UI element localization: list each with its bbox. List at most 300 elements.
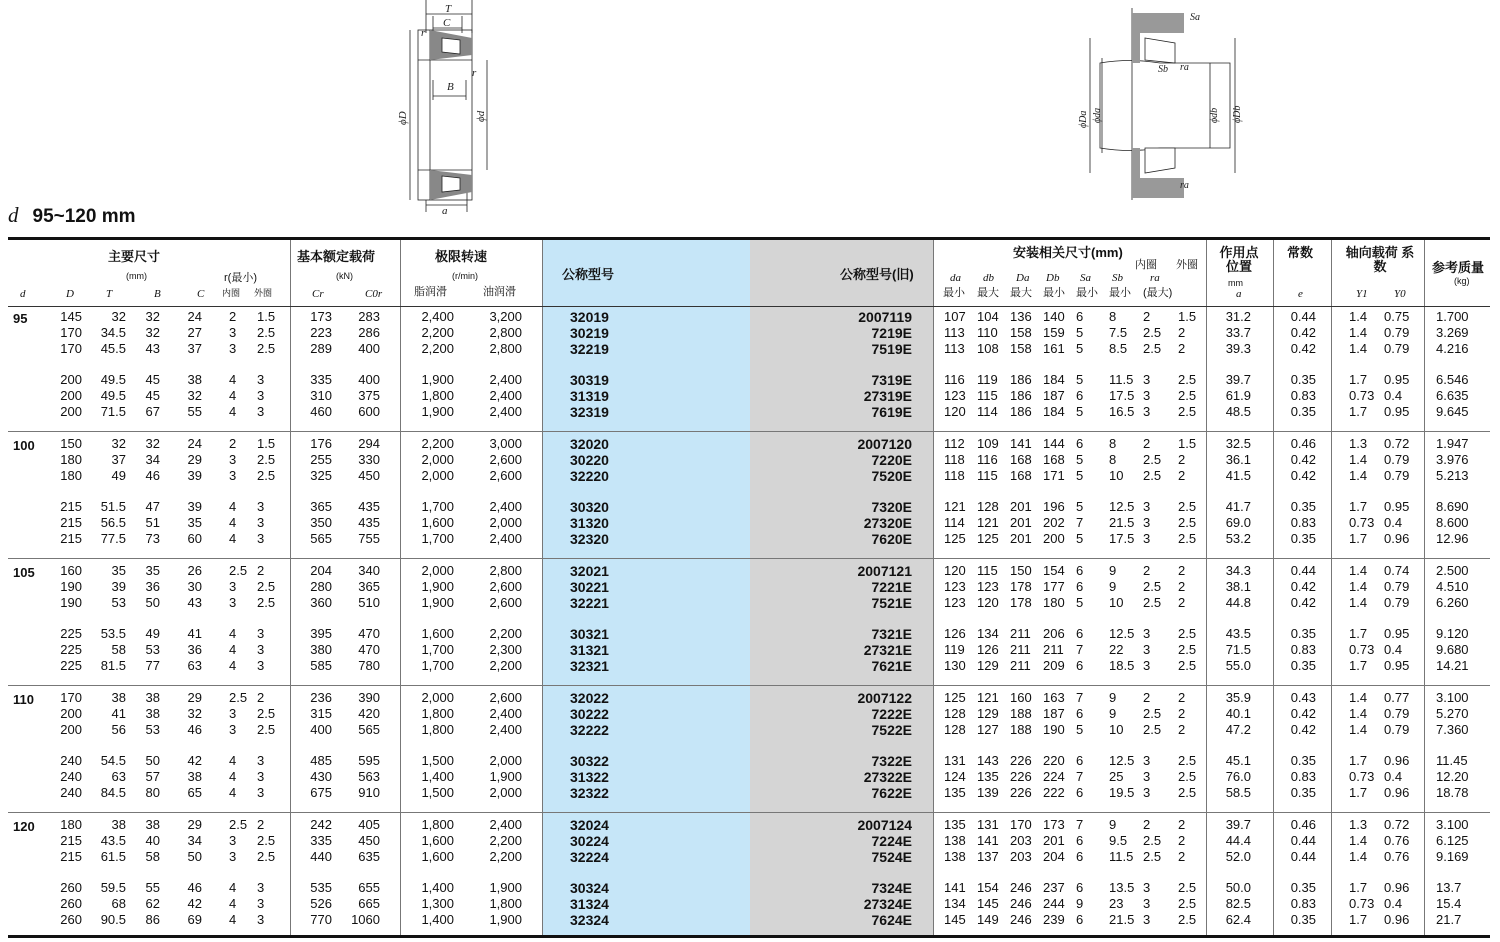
cell-grease-speed: 2,400 (421, 309, 454, 324)
cell-ra-inner: 3 (1143, 912, 1151, 927)
cell-ra-outer: 2.5 (1178, 626, 1197, 641)
table-row (0, 880, 1500, 896)
cell-Sa: 6 (1076, 706, 1084, 721)
table-row (0, 769, 1500, 785)
diagram-label: r (421, 27, 426, 39)
cell-Db-min: 244 (1043, 896, 1065, 911)
cell-da: 107 (944, 309, 966, 324)
header-mass-unit: (kg) (1454, 276, 1470, 286)
cell-ra-inner: 3 (1143, 404, 1151, 419)
cell-grease-speed: 1,500 (421, 785, 454, 800)
cell-ra-outer: 1.5 (1178, 436, 1197, 451)
cell-da: 125 (944, 531, 966, 546)
cell-grease-speed: 1,400 (421, 880, 454, 895)
cell-cr: 485 (310, 753, 332, 768)
cell-a: 47.2 (1225, 722, 1251, 737)
cell-y0: 0.79 (1384, 595, 1410, 610)
cell-C: 65 (187, 785, 202, 800)
cell-y0: 0.95 (1384, 372, 1410, 387)
cell-D: 200 (60, 388, 82, 403)
cell-r-outer: 3 (257, 404, 265, 419)
cell-Da-min: 226 (1010, 769, 1032, 784)
header-const: 常数 (1287, 245, 1314, 260)
cell-D: 240 (60, 769, 82, 784)
cell-D: 260 (60, 896, 82, 911)
cell-grease-speed: 2,200 (421, 341, 454, 356)
cell-y0: 0.79 (1384, 452, 1410, 467)
cell-e: 0.44 (1290, 309, 1316, 324)
cell-db: 115 (977, 388, 998, 403)
cell-mass: 14.21 (1436, 658, 1469, 673)
cell-y1: 1.7 (1349, 658, 1368, 673)
cell-ra-inner: 3 (1143, 880, 1151, 895)
cell-Sb: 12.5 (1109, 499, 1135, 514)
cell-db: 110 (977, 325, 998, 340)
cell-y0: 0.79 (1384, 579, 1410, 594)
cell-y1: 1.7 (1349, 785, 1368, 800)
cell-e: 0.46 (1290, 817, 1316, 832)
cell-B: 32 (145, 309, 160, 324)
cell-Da-min: 211 (1010, 626, 1031, 641)
cell-cr: 400 (310, 722, 332, 737)
cell-D: 215 (60, 499, 82, 514)
cell-grease-speed: 1,700 (421, 642, 454, 657)
cell-C: 24 (187, 309, 202, 324)
cell-a: 82.5 (1225, 896, 1251, 911)
cell-Db-min: 144 (1043, 436, 1065, 451)
header-col-cr: Cr (312, 288, 324, 300)
cell-r-outer: 2.5 (257, 452, 276, 467)
cell-T: 35 (111, 563, 126, 578)
cell-y1: 0.73 (1349, 769, 1375, 784)
cell-Sb: 11.5 (1109, 372, 1134, 387)
cell-model: 32022 (570, 690, 609, 706)
cell-model: 32021 (570, 563, 609, 579)
cell-grease-speed: 1,500 (421, 753, 454, 768)
cell-Sa: 6 (1076, 753, 1084, 768)
cell-model: 32219 (570, 341, 609, 357)
cell-c0r: 405 (358, 817, 380, 832)
cell-mass: 9.169 (1436, 849, 1469, 864)
cell-mass: 6.635 (1436, 388, 1469, 403)
cell-Sb: 23 (1109, 896, 1124, 911)
cell-y0: 0.79 (1384, 468, 1410, 483)
cell-Sa: 6 (1076, 563, 1084, 578)
cell-c0r: 655 (358, 880, 380, 895)
cell-db: 139 (977, 785, 999, 800)
cell-B: 32 (145, 436, 160, 451)
cell-mass: 13.7 (1436, 880, 1462, 895)
cell-mass: 4.216 (1436, 341, 1469, 356)
cell-c0r: 510 (358, 595, 380, 610)
cell-ra-inner: 2.5 (1143, 595, 1162, 610)
cell-B: 51 (145, 515, 160, 530)
cell-cr: 350 (310, 515, 332, 530)
cell-Db-min: 171 (1043, 468, 1065, 483)
cell-cr: 360 (310, 595, 332, 610)
cell-r-inner: 2 (229, 309, 237, 324)
header-y0: Y0 (1394, 288, 1406, 300)
cell-Da-min: 168 (1010, 452, 1032, 467)
cell-cr: 535 (310, 880, 332, 895)
cell-c0r: 1060 (351, 912, 380, 927)
cell-model: 30221 (570, 579, 609, 595)
cell-C: 35 (187, 515, 202, 530)
cell-cr: 585 (310, 658, 332, 673)
cell-db: 129 (977, 706, 999, 721)
cell-c0r: 595 (358, 753, 380, 768)
cell-da: 128 (944, 706, 966, 721)
cell-a: 41.5 (1225, 468, 1251, 483)
cell-oil-speed: 2,000 (489, 753, 522, 768)
cell-T: 90.5 (100, 912, 126, 927)
table-row (0, 896, 1500, 912)
cell-Sb: 12.5 (1109, 753, 1135, 768)
cell-a: 32.5 (1225, 436, 1251, 451)
cell-ra-outer: 2 (1178, 325, 1186, 340)
cell-D: 225 (60, 658, 82, 673)
cell-da: 134 (944, 896, 966, 911)
cell-r-inner: 3 (229, 849, 237, 864)
cell-cr: 460 (310, 404, 332, 419)
cell-model-old: 7619E (871, 404, 912, 420)
cell-Sa: 6 (1076, 785, 1084, 800)
cell-model: 32019 (570, 309, 609, 325)
group-divider (8, 812, 1490, 813)
cell-r-inner: 3 (229, 595, 237, 610)
cell-Da-min: 178 (1010, 595, 1032, 610)
cell-D: 180 (60, 817, 82, 832)
cell-C: 42 (187, 753, 202, 768)
cell-r-outer: 2 (257, 563, 265, 578)
cell-y0: 0.4 (1384, 388, 1403, 403)
cell-oil-speed: 2,600 (489, 579, 522, 594)
cell-C: 32 (187, 388, 202, 403)
cell-r-inner: 4 (229, 531, 237, 546)
cell-grease-speed: 1,700 (421, 531, 454, 546)
cell-y1: 0.73 (1349, 388, 1375, 403)
cell-r-outer: 2.5 (257, 468, 276, 483)
cell-Db-min: 161 (1043, 341, 1065, 356)
cell-B: 50 (145, 595, 160, 610)
mounting-diagram (1070, 8, 1250, 203)
cell-cr: 380 (310, 642, 332, 657)
cell-Sa: 5 (1076, 372, 1084, 387)
cell-T: 84.5 (100, 785, 126, 800)
table-row (0, 658, 1500, 674)
group-d-value: 105 (13, 565, 35, 580)
cell-oil-speed: 2,400 (489, 706, 522, 721)
cell-grease-speed: 1,700 (421, 658, 454, 673)
cell-ra-outer: 2 (1178, 595, 1186, 610)
cell-cr: 280 (310, 579, 332, 594)
table-row (0, 595, 1500, 611)
cell-cr: 325 (310, 468, 332, 483)
cell-Sb: 21.5 (1109, 515, 1135, 530)
table-row (0, 817, 1500, 833)
cell-B: 53 (145, 642, 160, 657)
cell-C: 34 (187, 833, 202, 848)
cell-da: 123 (944, 388, 966, 403)
cell-B: 47 (145, 499, 160, 514)
diagram-label: B (447, 81, 454, 93)
cell-C: 36 (187, 642, 202, 657)
cell-cr: 395 (310, 626, 332, 641)
cell-ra-inner: 2.5 (1143, 325, 1162, 340)
cell-r-inner: 4 (229, 880, 237, 895)
cell-c0r: 600 (358, 404, 380, 419)
cell-B: 35 (145, 563, 160, 578)
cell-da: 125 (944, 690, 966, 705)
cell-Db-min: 224 (1043, 769, 1065, 784)
cell-model: 30219 (570, 325, 609, 341)
cell-Db-min: 140 (1043, 309, 1065, 324)
cell-Sb: 9.5 (1109, 833, 1128, 848)
cell-da: 135 (944, 817, 966, 832)
group-divider (8, 558, 1490, 559)
cell-T: 53 (111, 595, 126, 610)
header-mount-inner: 内圈 (1135, 259, 1157, 271)
cell-Sb: 13.5 (1109, 880, 1135, 895)
header-y1: Y1 (1356, 288, 1368, 300)
cell-db: 127 (977, 722, 999, 737)
cell-D: 180 (60, 468, 82, 483)
header-axial: 轴向载荷 系数 (1345, 245, 1415, 274)
cell-r-outer: 2.5 (257, 595, 276, 610)
cell-r-outer: 3 (257, 753, 265, 768)
header-col-Sb: Sb (1112, 272, 1123, 284)
cell-r-inner: 4 (229, 658, 237, 673)
cell-e: 0.43 (1290, 690, 1316, 705)
cell-Sb: 9 (1109, 690, 1117, 705)
table-row (0, 404, 1500, 420)
cell-c0r: 294 (358, 436, 380, 451)
cell-C: 41 (187, 626, 202, 641)
cell-Db-min: 159 (1043, 325, 1065, 340)
table-row (0, 912, 1500, 928)
cell-r-outer: 3 (257, 769, 265, 784)
cell-y0: 0.76 (1384, 849, 1410, 864)
cell-y0: 0.4 (1384, 642, 1403, 657)
cell-db: 128 (977, 499, 999, 514)
cell-cr: 310 (310, 388, 332, 403)
cell-y1: 1.4 (1349, 325, 1368, 340)
cell-da: 123 (944, 595, 966, 610)
header-col-T: T (106, 288, 113, 300)
cell-model: 30322 (570, 753, 609, 769)
table-row (0, 626, 1500, 642)
cell-r-outer: 3 (257, 912, 265, 927)
cell-ra-inner: 3 (1143, 499, 1151, 514)
cell-a: 55.0 (1225, 658, 1251, 673)
cell-Sb: 16.5 (1109, 404, 1135, 419)
cell-y0: 0.95 (1384, 404, 1410, 419)
cell-C: 43 (187, 595, 202, 610)
cell-grease-speed: 1,800 (421, 706, 454, 721)
cell-mass: 4.510 (1436, 579, 1469, 594)
cell-model-old: 7622E (871, 785, 912, 801)
cell-grease-speed: 1,300 (421, 896, 454, 911)
cell-c0r: 330 (358, 452, 380, 467)
cell-a: 39.7 (1225, 372, 1251, 387)
cell-model-old: 7221E (871, 579, 912, 595)
cell-Sa: 5 (1076, 325, 1084, 340)
cell-oil-speed: 2,200 (489, 849, 522, 864)
cell-model-old: 2007119 (858, 309, 912, 325)
cell-D: 160 (60, 563, 82, 578)
header-col-ra: ra (1150, 272, 1160, 284)
cell-model: 32320 (570, 531, 609, 547)
cell-r-outer: 2.5 (257, 849, 276, 864)
cell-Db-min: 168 (1043, 452, 1065, 467)
diagram-label: ϕDa (1078, 110, 1089, 128)
cell-mass: 6.546 (1436, 372, 1469, 387)
table-row (0, 468, 1500, 484)
cell-Da-min: 186 (1010, 372, 1032, 387)
cell-y1: 1.4 (1349, 690, 1368, 705)
cell-grease-speed: 1,400 (421, 769, 454, 784)
cell-B: 80 (145, 785, 160, 800)
cell-model: 30220 (570, 452, 609, 468)
cell-D: 200 (60, 372, 82, 387)
cell-db: 126 (977, 642, 999, 657)
cell-a: 41.7 (1225, 499, 1251, 514)
cell-db: 114 (977, 404, 998, 419)
cell-e: 0.46 (1290, 436, 1316, 451)
cell-a: 71.5 (1225, 642, 1251, 657)
cell-D: 170 (60, 690, 82, 705)
cell-oil-speed: 2,400 (489, 372, 522, 387)
cell-Da-min: 188 (1010, 706, 1032, 721)
cell-D: 240 (60, 753, 82, 768)
header-rule (8, 306, 1490, 307)
cell-Da-min: 186 (1010, 404, 1032, 419)
header-main-unit: (mm) (126, 271, 147, 281)
table-row (0, 499, 1500, 515)
cell-T: 77.5 (100, 531, 126, 546)
cell-B: 53 (145, 722, 160, 737)
cell-r-inner: 4 (229, 769, 237, 784)
cell-ra-inner: 2 (1143, 817, 1151, 832)
cell-Db-min: 206 (1043, 626, 1065, 641)
cell-Sa: 6 (1076, 912, 1084, 927)
cell-C: 50 (187, 849, 202, 864)
cell-ra-outer: 2 (1178, 452, 1186, 467)
cell-c0r: 755 (358, 531, 380, 546)
cell-model: 32324 (570, 912, 609, 928)
cell-mass: 5.213 (1436, 468, 1469, 483)
cell-oil-speed: 3,200 (489, 309, 522, 324)
group-divider (8, 431, 1490, 432)
cell-C: 39 (187, 468, 202, 483)
cell-Sb: 11.5 (1109, 849, 1134, 864)
cell-y1: 0.73 (1349, 642, 1375, 657)
cell-a: 31.2 (1225, 309, 1251, 324)
cell-r-inner: 4 (229, 785, 237, 800)
cell-mass: 21.7 (1436, 912, 1462, 927)
cell-cr: 242 (310, 817, 332, 832)
header-load-center: 作用点 位置 (1219, 245, 1259, 274)
cell-cr: 204 (310, 563, 332, 578)
cell-grease-speed: 1,900 (421, 404, 454, 419)
cell-ra-inner: 2 (1143, 309, 1151, 324)
cell-D: 215 (60, 849, 82, 864)
cell-grease-speed: 2,200 (421, 436, 454, 451)
cell-r-inner: 4 (229, 626, 237, 641)
cell-Sa: 5 (1076, 499, 1084, 514)
cell-a: 76.0 (1225, 769, 1251, 784)
cell-Da-min: 150 (1010, 563, 1032, 578)
cell-ra-inner: 2.5 (1143, 833, 1162, 848)
cell-C: 55 (187, 404, 202, 419)
cell-cr: 430 (310, 769, 332, 784)
cell-c0r: 470 (358, 626, 380, 641)
cell-e: 0.35 (1290, 753, 1316, 768)
cell-cr: 173 (310, 309, 332, 324)
cell-B: 86 (145, 912, 160, 927)
cell-ra-outer: 2 (1178, 706, 1186, 721)
diagram-label: ra (1180, 180, 1189, 191)
cell-y1: 0.73 (1349, 515, 1375, 530)
cell-db: 108 (977, 341, 999, 356)
cell-model-old: 2007121 (857, 563, 912, 579)
cell-y1: 1.4 (1349, 452, 1368, 467)
cell-ra-outer: 2 (1178, 817, 1186, 832)
cell-y0: 0.95 (1384, 626, 1410, 641)
cell-Sa: 6 (1076, 436, 1084, 451)
cell-oil-speed: 1,900 (489, 880, 522, 895)
cell-db: 149 (977, 912, 999, 927)
table-bottom-rule (8, 935, 1490, 938)
cell-y0: 0.75 (1384, 309, 1410, 324)
cell-oil-speed: 2,300 (489, 642, 522, 657)
cell-db: 125 (977, 531, 999, 546)
header-r-outer: 外圈 (254, 288, 273, 298)
cell-db: 134 (977, 626, 999, 641)
cell-r-inner: 4 (229, 896, 237, 911)
cell-Db-min: 184 (1043, 404, 1065, 419)
cell-oil-speed: 2,800 (489, 563, 522, 578)
cell-r-inner: 3 (229, 833, 237, 848)
header-model-old: 公称型号(旧) (840, 267, 914, 282)
cell-T: 59.5 (100, 880, 126, 895)
cell-r-outer: 3 (257, 896, 265, 911)
cell-C: 27 (187, 325, 202, 340)
cell-Sb: 17.5 (1109, 531, 1135, 546)
cell-ra-outer: 2.5 (1178, 372, 1197, 387)
cell-r-inner: 3 (229, 579, 237, 594)
cell-model-old: 2007122 (857, 690, 912, 706)
cell-ra-outer: 2.5 (1178, 896, 1197, 911)
cell-D: 225 (60, 642, 82, 657)
header-min: 最小 (943, 287, 965, 299)
cell-db: 135 (977, 769, 999, 784)
table-row (0, 341, 1500, 357)
cell-y1: 1.4 (1349, 563, 1368, 578)
header-mass: 参考质量 (1432, 260, 1485, 275)
cell-r-outer: 3 (257, 626, 265, 641)
cell-C: 63 (187, 658, 202, 673)
table-row (0, 753, 1500, 769)
cell-model: 31322 (570, 769, 609, 785)
cell-r-inner: 3 (229, 706, 237, 721)
cell-cr: 770 (310, 912, 332, 927)
cell-e: 0.35 (1290, 880, 1316, 895)
cell-mass: 7.360 (1436, 722, 1469, 737)
cell-Da-min: 160 (1010, 690, 1032, 705)
cell-c0r: 780 (358, 658, 380, 673)
cell-r-outer: 2.5 (257, 722, 276, 737)
